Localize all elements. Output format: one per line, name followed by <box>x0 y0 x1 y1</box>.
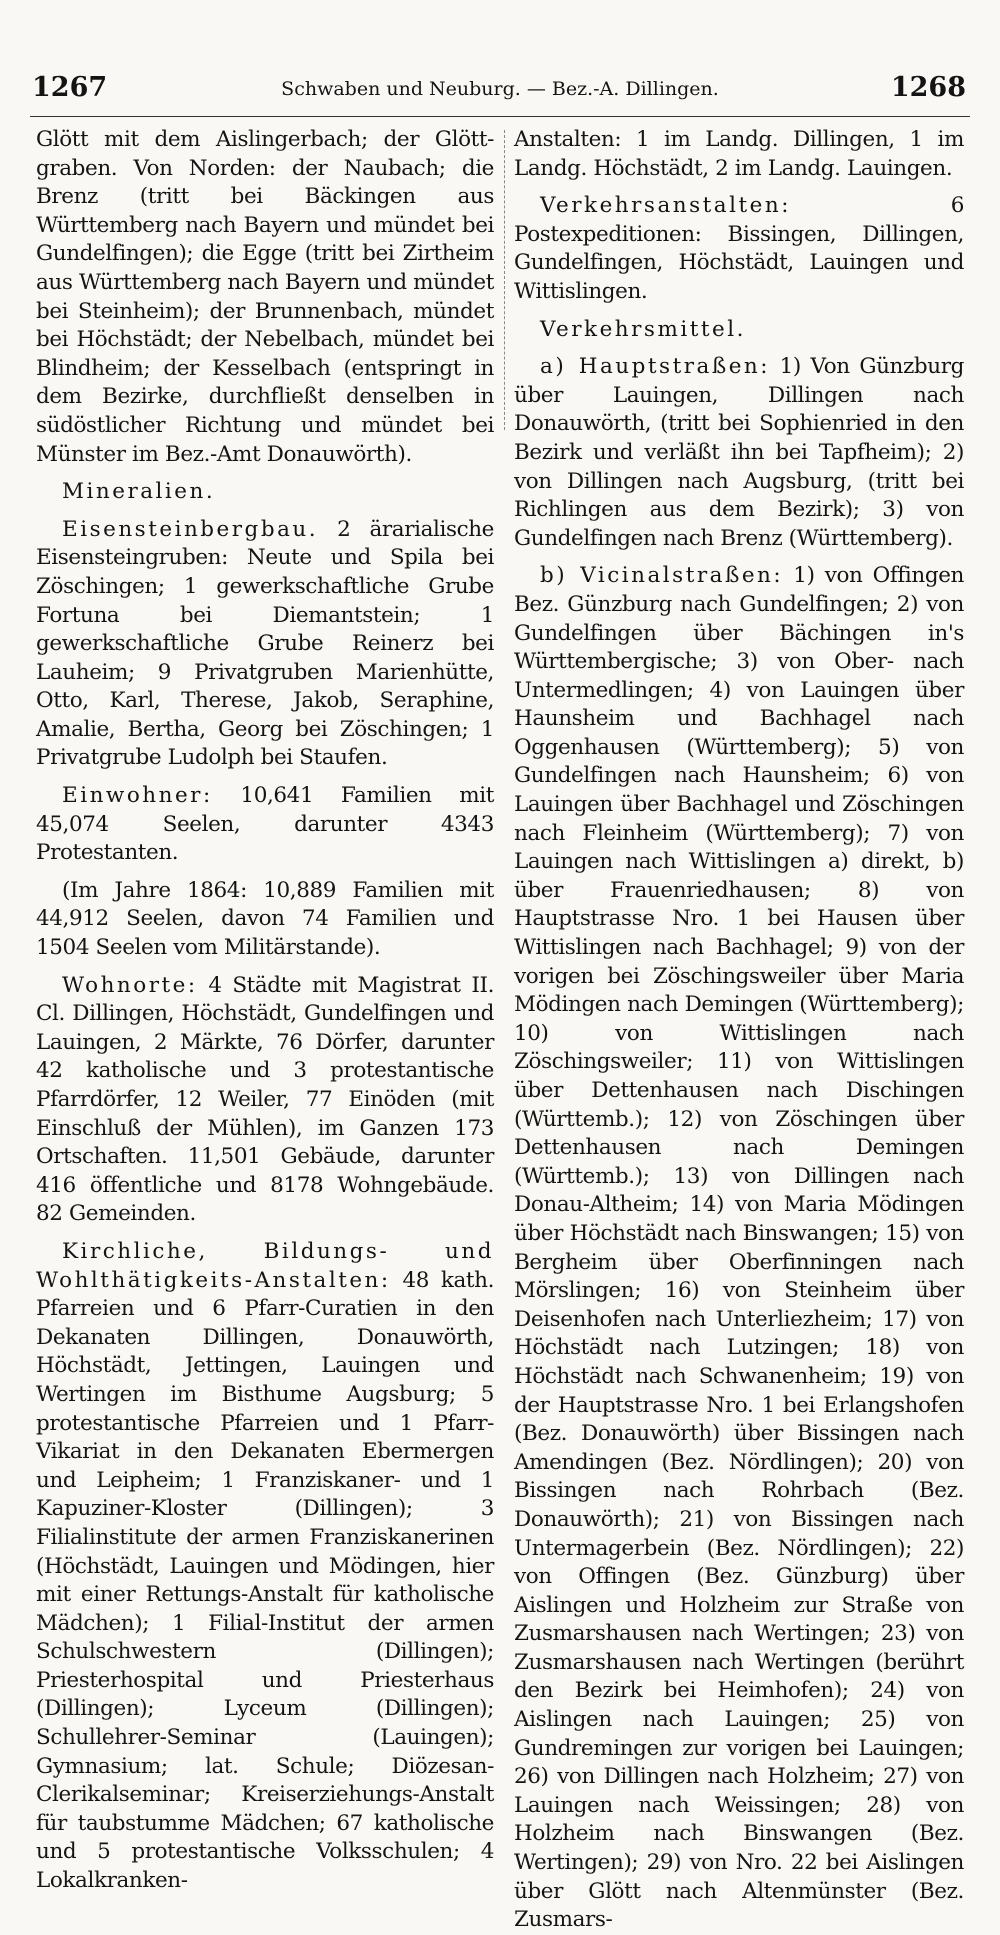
paragraph-kirchliche <box>36 1238 494 1896</box>
label-einwohner: Einwohner: <box>62 783 213 809</box>
paragraph-hauptstrassen <box>514 353 964 553</box>
paragraph-einwohner <box>36 782 494 868</box>
paragraph-anstalten-cont: Anstalten: 1 im Landg. Dillingen, 1 im Landg. Höchstädt, 2 im Landg. Lauingen. <box>514 127 964 181</box>
left-column <box>36 126 494 1894</box>
text-kirchliche: 48 kath. Pfarreien und 6 Pfarr-Curatien in den Dekanaten Dillingen, Donauwörth, Höchstädt, Jettingen, Lauingen und Wertingen im Bisthume Augsburg; 5 protestantische Pfarreien und 1 Pfarr-Vikariat in den Dekanaten Ebermergen und Leipheim; 1 Franziskaner- und 1 Kapuziner-Kloster (Dillingen); 3 Filialinstitute der armen Franziskanerinen (Höchstädt, Lauingen und Mödingen, hier mit einer Rettungs-Anstalt für katholische Mädchen); 1 Filial-Institut der armen Schulschwestern (Dillingen); Priesterhospital und Priesterhaus (Dillingen); Lyceum (Dillingen); Schullehrer-Seminar (Lauingen); Gymnasium; lat. Schule; Diözesan-Clerikalseminar; Kreiserziehungs-Anstalt für taubstumme Mädchen; 67 katholische und 5 protestantische Volksschulen; 4 Lokalkranken- <box>36 1267 494 1894</box>
paragraph-vicinalstrassen <box>514 562 964 1935</box>
paragraph-eisenstein <box>36 516 494 773</box>
page-header <box>30 72 970 112</box>
paragraph-wohnorte <box>36 972 494 1229</box>
heading-mineralien: Mineralien. <box>62 479 216 505</box>
heading-verkehrsmittel: Verkehrsmittel. <box>540 316 746 342</box>
paragraph-verkehrsanstalten <box>514 192 964 306</box>
text-hauptstrassen: 1) Von Günzburg über Lauingen, Dillingen nach Donauwörth, (tritt bei Sophienried in den Bezirk und verläßt ihn bei Tapfheim); 2) von Dillingen nach Augsburg, (tritt bei Richlingen aus dem Bezirk); 3) von Gundelfingen nach Brenz (Württemberg). <box>514 354 964 551</box>
text-wohnorte: 4 Städte mit Magistrat II. Cl. Dillingen, Höchstädt, Gundelfingen und Lauingen, 2 Märkte, 76 Dörfer, darunter 42 katholische und 3 protestantische Pfarrdörfer, 12 Weiler, 77 Einöden (mit Einschluß der Mühlen), im Ganzen 173 Ortschaften. 11,501 Gebäude, darunter 416 öffentliche und 8178 Wohngebäude. 82 Gemeinden. <box>36 972 494 1227</box>
page-number-left: 1267 <box>32 72 108 103</box>
label-kirchliche: Kirchliche, Bildungs- und Wohlthätigkeits-Anstalten: <box>36 1238 494 1293</box>
text-vicinalstrassen: 1) von Offingen Bez. Günzburg nach Gundelfingen; 2) von Gundelfingen über Bächingen in's Württembergische; 3) von Ober- nach Untermedlingen; 4) von Lauingen über Haunsheim und Bachhagel nach Oggenhausen (Württemberg); 5) von Gundelfingen nach Haunsheim; 6) von Lauingen über Bachhagel und Zöschingen nach Fleinheim (Württemberg); 7) von Lauingen nach Wittislingen a) direkt, b) über Frauenriedhausen; 8) von Hauptstrasse Nro. 1 bei Hausen über Wittislingen nach Bachhagel; 9) von der vorigen bei Zöschingsweiler über Maria Mödingen nach Demingen (Württemberg); 10) von Wittislingen nach Zöschingsweiler; 11) von Wittislingen über Dettenhausen nach Dischingen (Württemb.); 12) von Zöschingen über Dettenhausen nach Demingen (Württemb.); 13) von Dillingen nach Donau-Altheim; 14) von Maria Mödingen über Höchstädt nach Binswangen; 15) von Bergheim über Oberfinningen nach Mörslingen; 16) von Steinheim über Deisenhofen nach Unterliezheim; 17) von Höchstädt nach Lutzingen; 18) von Höchstädt nach Schwanenheim; 19) von der Hauptstrasse Nro. 1 bei Erlangshofen (Bez. Donauwörth) über Bissingen nach Amendingen (Bez. Nördlingen); 20) von Bissingen nach Rohrbach (Bez. Donauwörth); 21) von Bissingen nach Untermagerbein (Bez. Nördlingen); 22) von Offingen (Bez. Günzburg) über Aislingen und Holzheim zur Straße von Zusmarshausen nach Wertingen; 23) von Zusmarshausen nach Wertingen (berührt den Bezirk bei Heimhofen); 24) von Aislingen nach Lauingen; 25) von Gundremingen zur vorigen bei Lauingen; 26) von Dillingen nach Holzheim; 27) von Lauingen nach Weissingen; 28) von Holzheim nach Binswangen (Bez. Wertingen); 29) von Nro. 22 bei Aislingen über Glött nach Altenmünster (Bez. Zusmars- <box>514 563 964 1933</box>
text-verkehrsanstalten: 6 Postexpeditionen: Bissingen, Dillingen, Gundelfingen, Höchstädt, Lauingen und Wittislingen. <box>514 193 964 304</box>
right-column <box>514 126 964 1933</box>
label-eisenstein: Eisensteinbergbau. <box>62 516 319 542</box>
header-rule <box>30 116 970 117</box>
page-number-right: 1268 <box>890 72 966 103</box>
label-wohnorte: Wohnorte: <box>62 972 198 998</box>
running-title: Schwaben und Neuburg. — Bez.-A. Dillingen. <box>281 78 719 100</box>
text-einwohner: 10,641 Familien mit 45,074 Seelen, darunter 4343 Protestanten. <box>36 783 494 866</box>
label-vicinalstrassen: b) Vicinalstraßen: <box>540 563 784 589</box>
column-divider <box>504 130 505 430</box>
paragraph-rivers: Glött mit dem Aislingerbach; der Glött-graben. Von Norden: der Naubach; die Brenz (tritt bei Bäckingen aus Württemberg nach Bayern und mündet bei Gundelfingen); die Egge (tritt bei Zirtheim aus Württemberg nach Bayern und mündet bei Steinheim); der Brunnenbach, mündet bei Höchstädt; der Nebelbach, mündet bei Blindheim; der Kesselbach (entspringt in dem Bezirke, durchfließt denselben in südöstlicher Richtung und mündet bei Münster im Bez.-Amt Donauwörth). <box>36 127 494 467</box>
label-verkehrsanstalten: Verkehrsanstalten: <box>540 193 791 219</box>
label-hauptstrassen: a) Hauptstraßen: <box>540 354 771 380</box>
text-eisenstein: 2 ärarialische Eisensteingruben: Neute und Spila bei Zöschingen; 1 gewerkschaftliche Grube Fortuna bei Diemantstein; 1 gewerkschaftliche Grube Reinerz bei Lauheim; 9 Privatgruben Marienhütte, Otto, Karl, Therese, Jakob, Seraphine, Amalie, Bertha, Georg bei Zöschingen; 1 Privatgrube Ludolph bei Staufen. <box>36 516 494 771</box>
paragraph-jahr-1864: (Im Jahre 1864: 10,889 Familien mit 44,912 Seelen, davon 74 Familien und 1504 Seelen vom Militärstande). <box>36 877 494 961</box>
